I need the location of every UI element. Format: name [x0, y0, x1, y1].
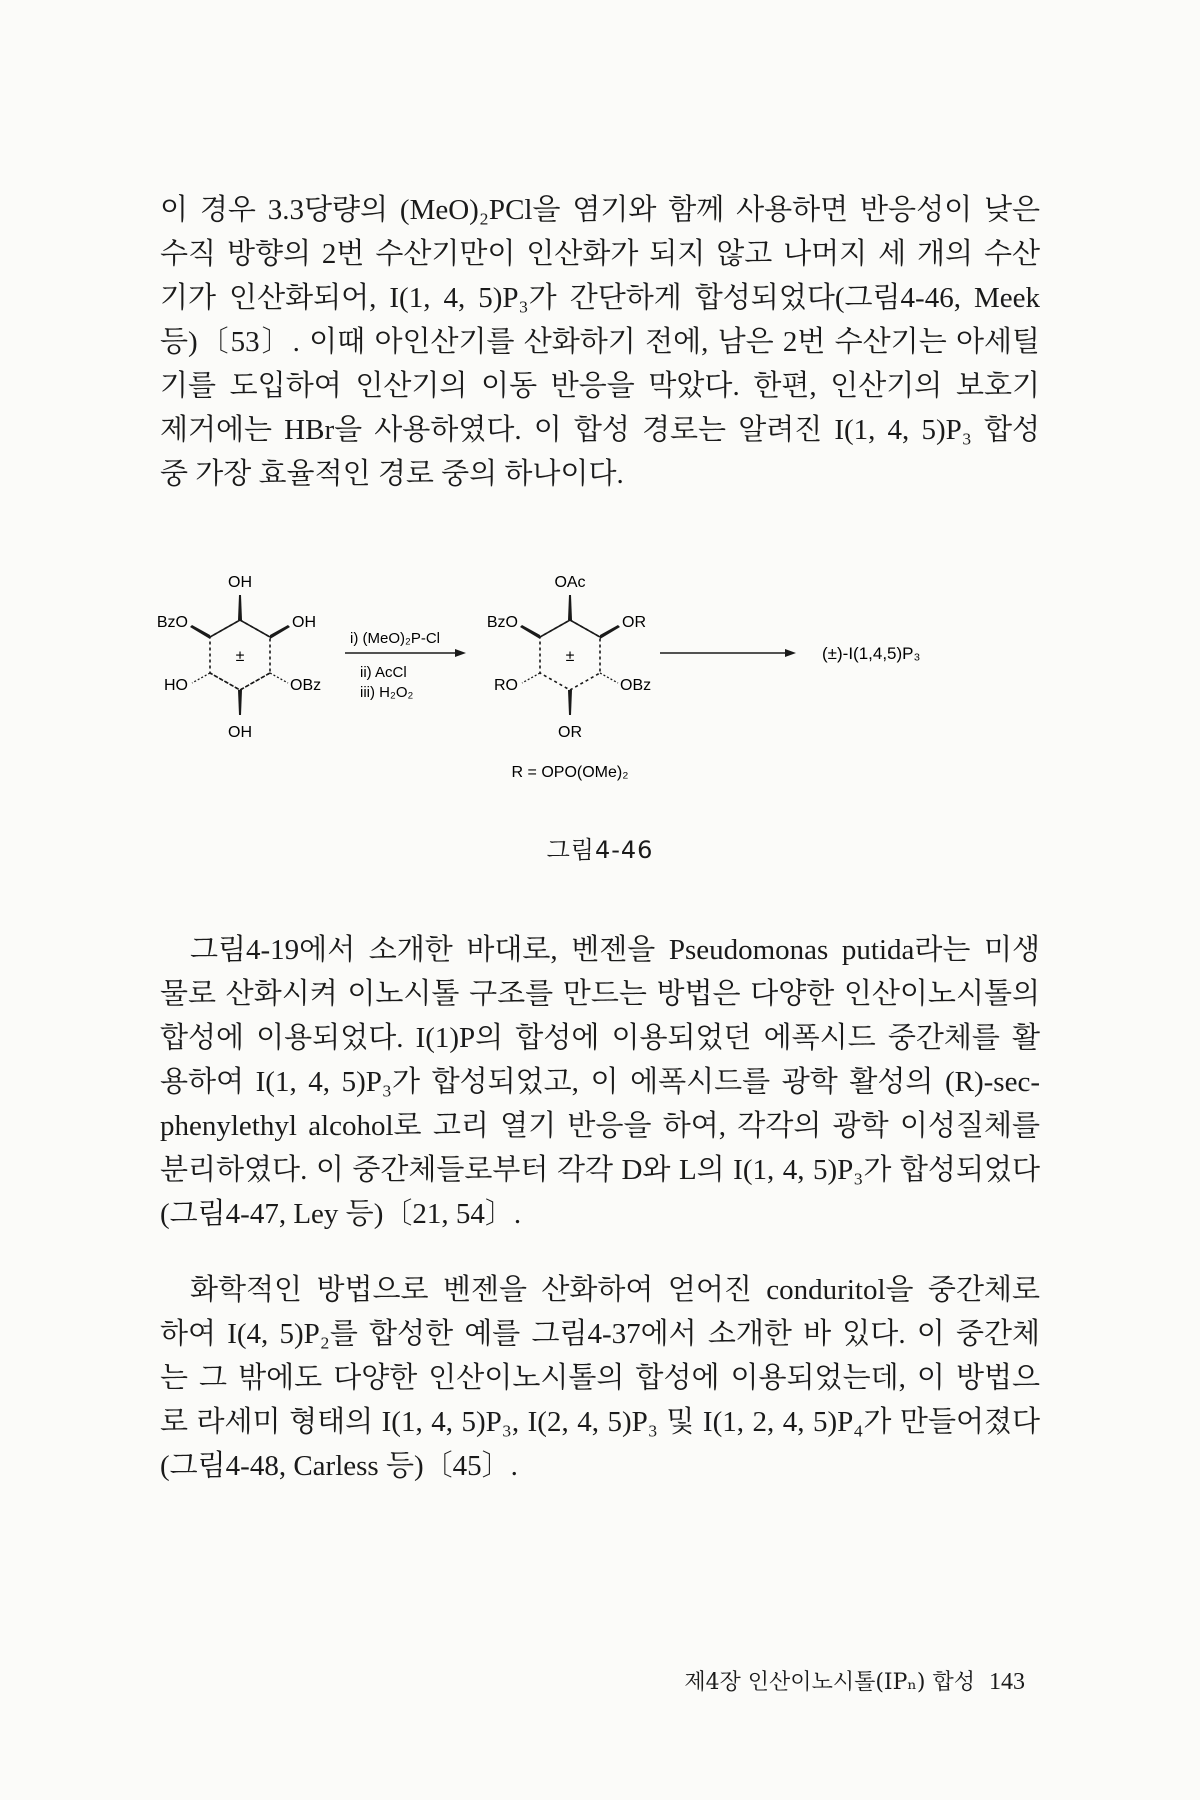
paragraph-2-line-2: 물로 산화시켜 이노시톨 구조를 만드는 방법은 다양한 인산이노시톨의 [160, 978, 1040, 1010]
left-bzo-wedge [190, 625, 210, 639]
reaction-arrow-1-head [455, 649, 466, 657]
product-label: (±)-I(1,4,5)P₃ [822, 644, 921, 663]
mid-obz: OBz [620, 677, 652, 694]
paragraph-3-line-3: 는 그 밖에도 다양한 인산이노시톨의 합성에 이용되었는데, 이 방법으 [160, 1362, 1040, 1394]
left-ho: HO [164, 677, 188, 694]
mid-top-oac: OAc [554, 574, 586, 591]
mid-obz-hash [600, 673, 618, 683]
left-bottom-wedge [238, 690, 242, 715]
paragraph-1-line-3: 기가 인산화되어, I(1, 4, 5)P₃가 간단하게 합성되었다(그림4-46, Meek [160, 282, 1040, 314]
mid-pm: ± [565, 648, 575, 665]
mid-or-wedge [600, 625, 620, 639]
chapter-title: 제4장 인산이노시톨(IPₙ) 합성 [684, 1670, 975, 1695]
left-oh-wedge [270, 625, 290, 639]
left-top-wedge [238, 595, 242, 620]
figure-caption: 그림4-46 [546, 836, 654, 864]
mid-right-or: OR [622, 614, 646, 631]
mid-bzo: BzO [486, 614, 518, 631]
paragraph-3-line-5: (그림4-48, Carless 등)〔45〕. [160, 1450, 518, 1482]
mid-ring-top [540, 620, 600, 637]
paragraph-2-line-6: 분리하였다. 이 중간체들로부터 각각 D와 L의 I(1, 4, 5)P₃가 합성되었다 [160, 1154, 1040, 1186]
paragraph-2-line-4: 용하여 I(1, 4, 5)P₃가 합성되었고, 이 에폭시드를 광학 활성의 (R)-sec- [160, 1066, 1040, 1098]
paragraph-1-line-7: 중 가장 효율적인 경로 중의 하나이다. [160, 458, 624, 490]
page-number: 143 [989, 1669, 1025, 1695]
paragraph-1-line-5: 기를 도입하여 인산기의 이동 반응을 막았다. 한편, 인산기의 보호기 [160, 370, 1040, 402]
left-obz: OBz [290, 677, 322, 694]
left-ring-top [210, 620, 270, 637]
left-bottom-oh: OH [228, 724, 252, 741]
left-ho-hash [192, 673, 210, 683]
reaction-arrow-2-head [785, 649, 796, 657]
left-top-oh: OH [228, 574, 252, 591]
paragraph-1 [160, 188, 1040, 496]
mid-ro: RO [494, 677, 518, 694]
paragraph-3-line-2: 하여 I(4, 5)P₂를 합성한 예를 그림4-37에서 소개한 바 있다. 이 중간체 [160, 1318, 1040, 1350]
paragraph-1-line-2: 수직 방향의 2번 수산기만이 인산화가 되지 않고 나머지 세 개의 수산 [160, 238, 1040, 270]
reagent-3: iii) H₂O₂ [360, 684, 414, 701]
reaction-scheme-figure [156, 565, 1040, 805]
paragraph-2 [160, 928, 1040, 1236]
paragraph-2-line-1: 그림4-19에서 소개한 바대로, 벤젠을 Pseudomonas putida라는 미생 [190, 934, 1040, 966]
mid-bottom-or: OR [558, 724, 582, 741]
paragraph-3 [160, 1268, 1040, 1488]
left-ring-bottom [210, 673, 270, 690]
paragraph-3-line-4: 로 라세미 형태의 I(1, 4, 5)P₃, I(2, 4, 5)P₃ 및 I(1, 2, 4, 5)P₄가 만들어졌다 [160, 1406, 1040, 1438]
mid-bzo-wedge [520, 625, 540, 639]
r-definition: R = OPO(OMe)₂ [511, 764, 629, 781]
left-right-oh: OH [292, 614, 316, 631]
page-footer [684, 1665, 1025, 1696]
paragraph-1-line-1: 이 경우 3.3당량의 (MeO)₂PCl을 염기와 함께 사용하면 반응성이 낮은 [160, 194, 1040, 226]
paragraph-2-line-7: (그림4-47, Ley 등)〔21, 54〕. [160, 1198, 522, 1230]
left-pm: ± [235, 648, 245, 665]
left-bzo: BzO [156, 614, 188, 631]
paragraph-2-line-3: 합성에 이용되었다. I(1)P의 합성에 이용되었던 에폭시드 중간체를 활 [160, 1022, 1040, 1054]
paragraph-2-line-5: phenylethyl alcohol로 고리 열기 반응을 하여, 각각의 광학 이성질체를 [160, 1110, 1040, 1142]
mid-ro-hash [522, 673, 540, 683]
left-obz-hash [270, 673, 288, 683]
paragraph-3-line-1: 화학적인 방법으로 벤젠을 산화하여 얻어진 conduritol을 중간체로 [190, 1274, 1040, 1306]
reagent-2: ii) AcCl [360, 664, 407, 681]
paragraph-1-line-6: 제거에는 HBr을 사용하였다. 이 합성 경로는 알려진 I(1, 4, 5)P₃ 합성 [160, 414, 1040, 446]
mid-top-wedge [568, 595, 572, 620]
paragraph-1-line-4: 등)〔53〕. 이때 아인산기를 산화하기 전에, 남은 2번 수산기는 아세틸 [160, 326, 1040, 358]
reagent-1: i) (MeO)₂P-Cl [350, 630, 440, 647]
mid-bottom-wedge [568, 690, 572, 715]
